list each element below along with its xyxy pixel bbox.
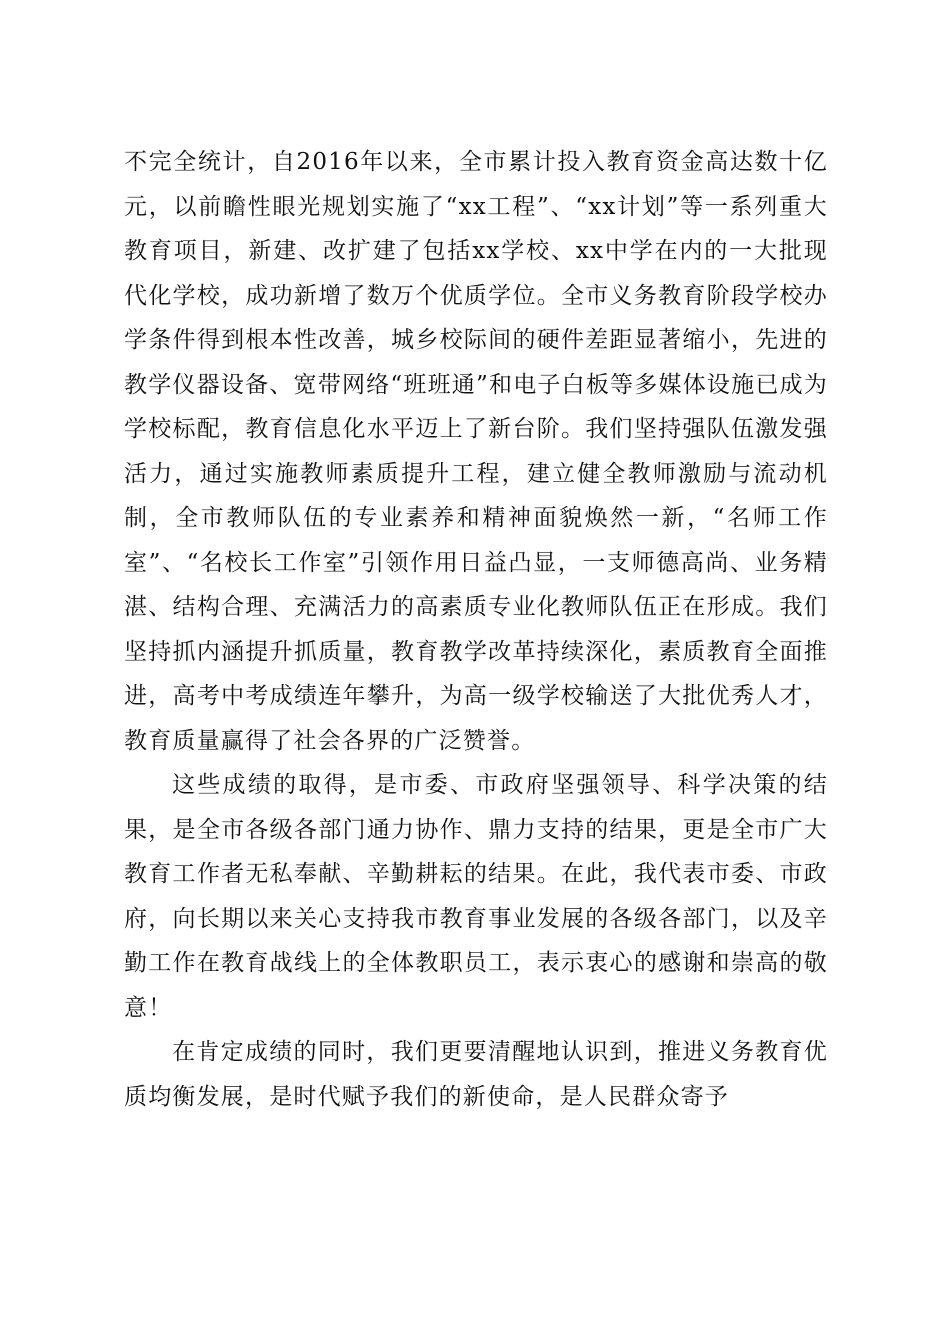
paragraph-continued: 不完全统计，自2016年以来，全市累计投入教育资金高达数十亿元，以前瞻性眼光规划实施了“xx工程”、“xx计划”等一系列重大教育项目，新建、改扩建了包括xx学校、xx中学在内的一大批现代化学校，成功新增了数万个优质学位。全市义务教育阶段学校办学条件得到根本性改善，城乡校际间的硬件差距显著缩小，先进的教学仪器设备、宽带网络“班班通”和电子白板等多媒体设施已成为学校标配，教育信息化水平迈上了新台阶。我们坚持强队伍激发强活力，通过实施教师素质提升工程，建立健全教师激励与流动机制，全市教师队伍的专业素养和精神面貌焕然一新，“名师工作室”、“名校长工作室”引领作用日益凸显，一支师德高尚、业务精湛、结构合理、充满活力的高素质专业化教师队伍正在形成。我们坚持抓内涵提升抓质量，教育教学改革持续深化，素质教育全面推进，高考中考成绩连年攀升，为高一级学校输送了大批优秀人才，教育质量赢得了社会各界的广泛赞誉。 [124,149,828,754]
document-body [124,140,828,1119]
paragraph-acknowledgement: 这些成绩的取得，是市委、市政府坚强领导、科学决策的结果，是全市各级各部门通力协作、鼎力支持的结果，更是全市广大教育工作者无私奉献、辛勤耕耘的结果。在此，我代表市委、市政府，向长期以来关心支持我市教育事业发展的各级各部门，以及辛勤工作在教育战线上的全体教职员工，表示衷心的感谢和崇高的敬意！ [124,772,828,1021]
paragraph-challenges: 在肯定成绩的同时，我们更要清醒地认识到，推进义务教育优质均衡发展，是时代赋予我们的新使命，是人民群众寄予 [124,1039,828,1110]
